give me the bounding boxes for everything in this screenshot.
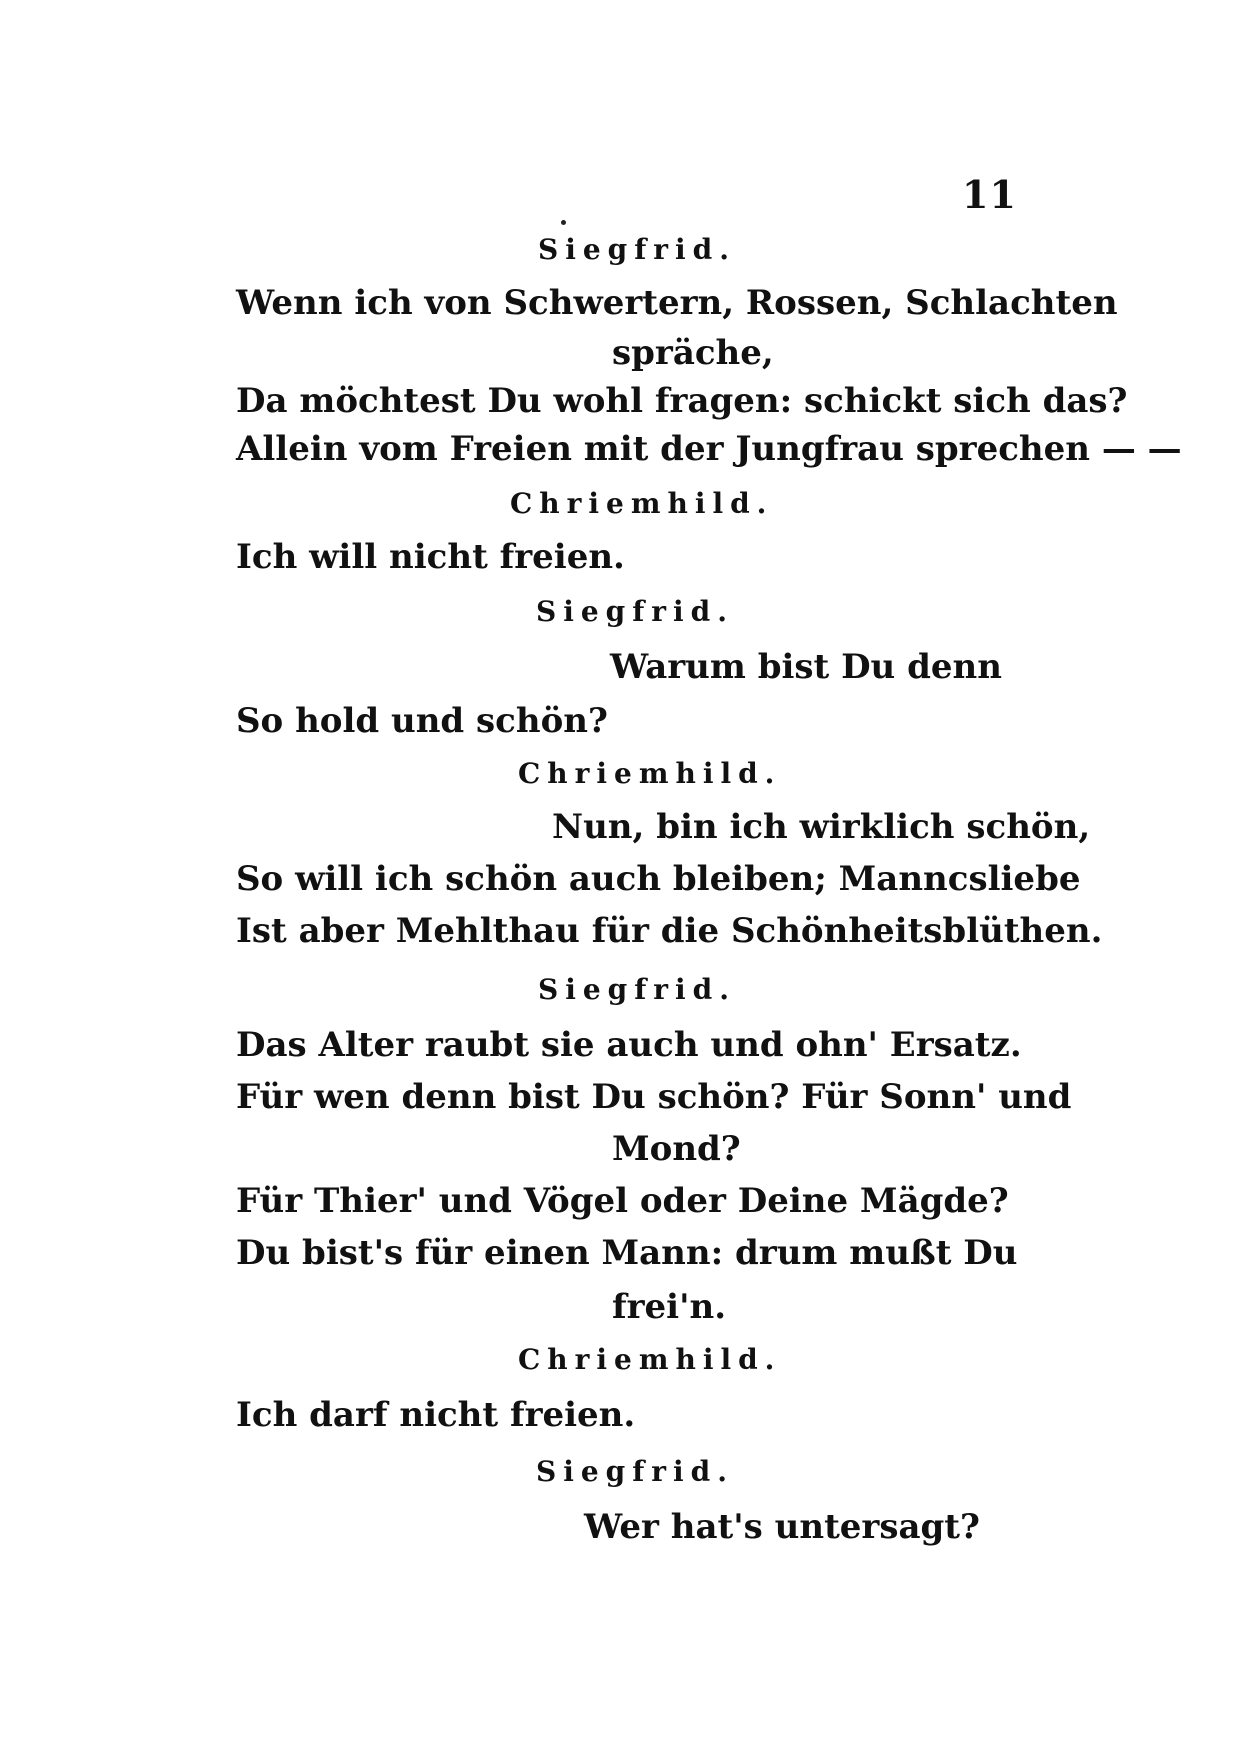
speaker-heading: Chriemhild. [510, 487, 774, 520]
verse-line: Allein vom Freien mit der Jungfrau sprechen — — [236, 429, 1182, 469]
verse-line: Ist aber Mehlthau für die Schönheitsblüthen. [236, 911, 1103, 951]
verse-line: So hold und schön? [236, 701, 608, 741]
verse-line-continuation: Mond? [612, 1129, 741, 1169]
verse-line-continuation: Nun, bin ich wirklich schön, [552, 807, 1091, 847]
speaker-heading: Siegfrid. [536, 1455, 735, 1488]
verse-line: Das Alter raubt sie auch und ohn' Ersatz. [236, 1025, 1022, 1065]
speaker-heading: Siegfrid. [538, 233, 737, 266]
verse-line: Wenn ich von Schwertern, Rossen, Schlachten [236, 283, 1118, 323]
speaker-heading: Siegfrid. [536, 595, 735, 628]
verse-line-continuation: frei'n. [612, 1287, 727, 1327]
verse-line: Ich darf nicht freien. [236, 1395, 636, 1435]
verse-line: Für wen denn bist Du schön? Für Sonn' und [236, 1077, 1072, 1117]
verse-line-continuation: Warum bist Du denn [610, 647, 1002, 687]
verse-line-continuation: Wer hat's untersagt? [584, 1507, 980, 1547]
verse-line-continuation: spräche, [612, 333, 774, 373]
speaker-heading: Chriemhild. [518, 1343, 782, 1376]
verse-line: Da möchtest Du wohl fragen: schickt sich das? [236, 381, 1128, 421]
speaker-heading: Chriemhild. [518, 757, 782, 790]
page-number: 11 [962, 172, 1017, 217]
verse-line: So will ich schön auch bleiben; Manncsliebe [236, 859, 1081, 899]
verse-line: Ich will nicht freien. [236, 537, 625, 577]
speaker-heading: Siegfrid. [538, 973, 737, 1006]
printing-mark [561, 220, 566, 225]
verse-line: Du bist's für einen Mann: drum mußt Du [236, 1233, 1018, 1273]
verse-line: Für Thier' und Vögel oder Deine Mägde? [236, 1181, 1009, 1221]
